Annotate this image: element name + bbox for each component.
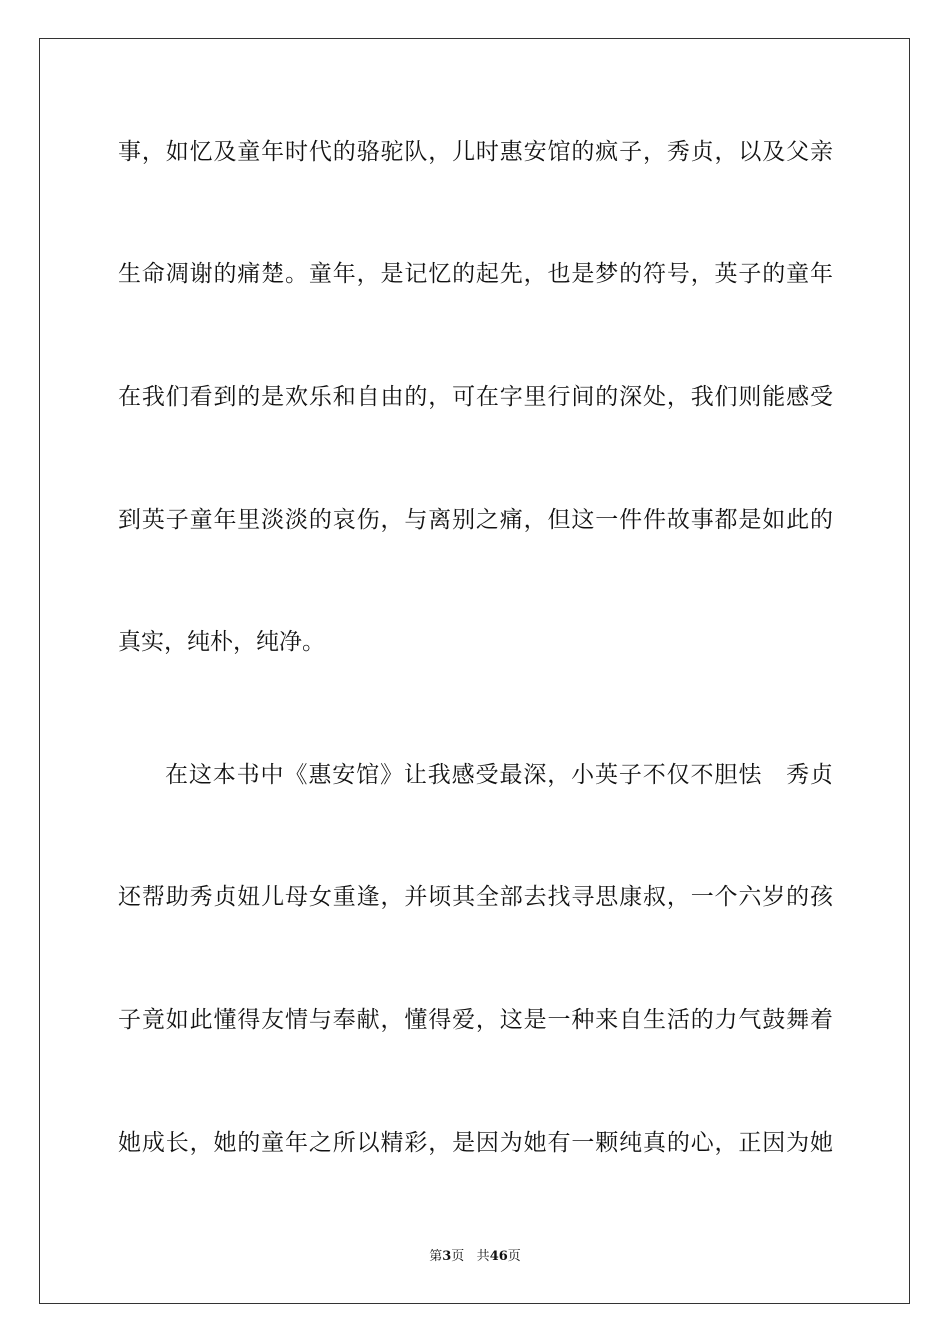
footer-total-prefix: 共 — [476, 1249, 490, 1264]
footer-page-number: 3 — [442, 1249, 452, 1264]
paragraph-line: 生命凋谢的痛楚。童年，是记忆的起先，也是梦的符号，英子的童年 — [118, 261, 833, 287]
paragraph-line: 还帮助秀贞妞儿母女重逢，并顷其全部去找寻思康叔，一个六岁的孩 — [118, 884, 833, 910]
footer-page-suffix: 页 — [451, 1249, 465, 1264]
page-frame — [39, 38, 910, 1304]
paragraph-line: 到英子童年里淡淡的哀伤，与离别之痛，但这一件件故事都是如此的 — [118, 507, 833, 533]
page-footer — [0, 1248, 950, 1266]
paragraph-line: 真实，纯朴，纯净。 — [118, 629, 325, 655]
footer-prefix: 第 — [429, 1249, 443, 1264]
footer-total-suffix: 页 — [507, 1249, 521, 1264]
paragraph-line: 事，如忆及童年时代的骆驼队，儿时惠安馆的疯子，秀贞，以及父亲 — [118, 139, 833, 165]
footer-total-pages: 46 — [489, 1249, 508, 1264]
paragraph-line: 她成长，她的童年之所以精彩，是因为她有一颗纯真的心，正因为她 — [118, 1130, 833, 1156]
paragraph-line: 在我们看到的是欢乐和自由的，可在字里行间的深处，我们则能感受 — [118, 384, 833, 410]
paragraph-line: 在这本书中《惠安馆》让我感受最深，小英子不仅不胆怯 秀贞 — [165, 762, 833, 788]
paragraph-line: 子竟如此懂得友情与奉献，懂得爱，这是一种来自生活的力气鼓舞着 — [118, 1007, 833, 1033]
